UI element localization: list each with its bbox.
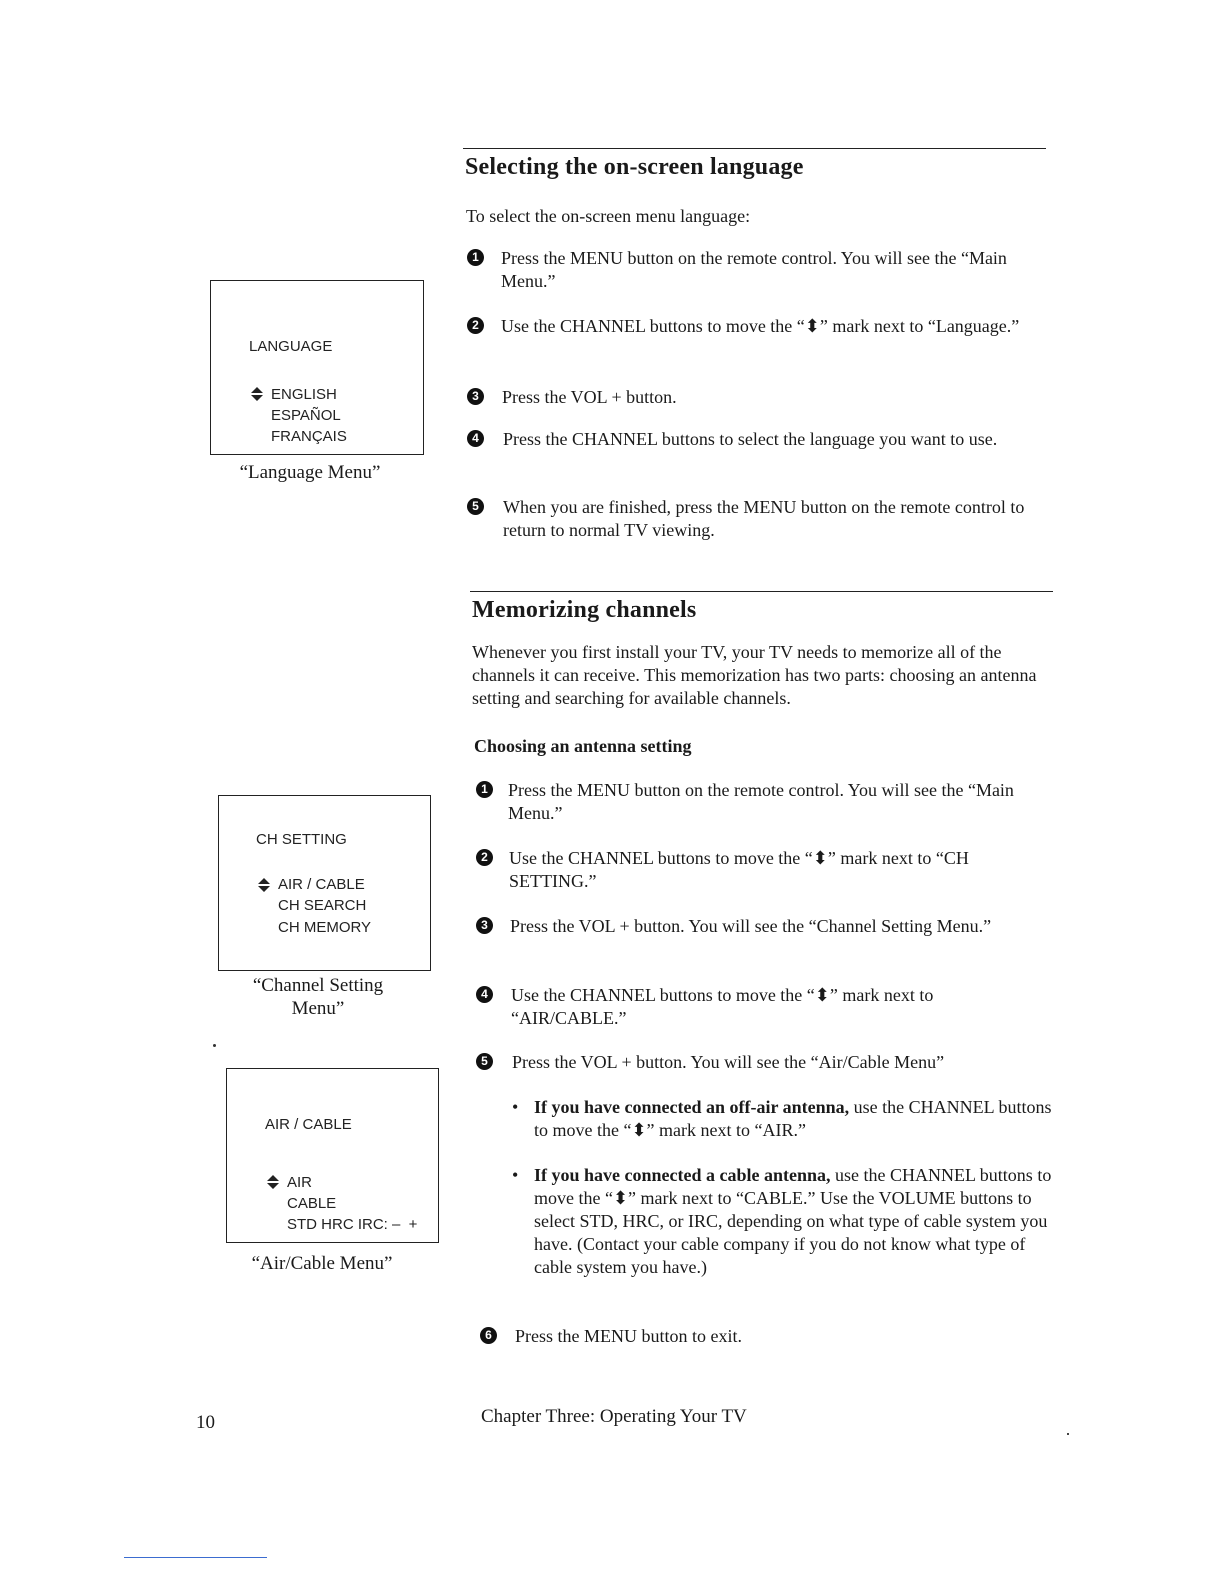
step-number-icon: 6 xyxy=(480,1327,497,1344)
figure-caption: “Air/Cable Menu” xyxy=(251,1253,393,1274)
bullet-text: use the CHANNEL buttons to move the “⬍” mark next to “CABLE.” Use the VOLUME buttons to select STD, HRC, or IRC, depending on what type of cable system you have. (Contact your cable company if you do not know what type of cable system you have.) xyxy=(534,1165,1052,1277)
subsection-title: Choosing an antenna setting xyxy=(474,736,692,756)
menu-option: AIR / CABLE xyxy=(278,876,365,893)
menu-title: LANGUAGE xyxy=(249,338,333,355)
page-number: 10 xyxy=(196,1412,215,1433)
menu-option: ENGLISH xyxy=(271,386,337,403)
step-number-icon: 4 xyxy=(476,986,493,1003)
step-text: Press the VOL + button. You will see the “Air/Cable Menu” xyxy=(512,1052,945,1072)
step-text: Use the CHANNEL buttons to move the “⬍” mark next to “AIR/CABLE.” xyxy=(511,985,934,1028)
figure-caption: “Language Menu” xyxy=(239,462,381,483)
bullet-icon: • xyxy=(512,1097,519,1117)
menu-title: CH SETTING xyxy=(256,831,347,848)
step-number-icon: 5 xyxy=(467,498,484,515)
menu-option: CABLE xyxy=(287,1195,337,1212)
section-rule xyxy=(470,591,1053,592)
step-item xyxy=(476,847,1036,893)
bullet-lead: If you have connected a cable antenna, xyxy=(534,1165,831,1185)
step-number-icon: 3 xyxy=(467,388,484,405)
menu-option: ESPAÑOL xyxy=(271,407,341,424)
step-text: Press the CHANNEL buttons to select the language you want to use. xyxy=(503,429,998,449)
step-item xyxy=(476,779,1056,825)
bullet-item xyxy=(512,1096,1052,1142)
step-number-icon: 4 xyxy=(467,430,484,447)
menu-option: CH MEMORY xyxy=(278,919,372,936)
menu-option: FRANÇAIS xyxy=(271,428,347,445)
section-intro: To select the on-screen menu language: xyxy=(466,206,751,226)
bullet-text: use the CHANNEL buttons to move the “⬍” mark next to “AIR.” xyxy=(534,1097,1052,1140)
step-item xyxy=(467,428,1047,451)
step-item xyxy=(476,1051,1056,1074)
step-text: Use the CHANNEL buttons to move the “⬍” mark next to “Language.” xyxy=(501,316,1020,336)
step-number-icon: 3 xyxy=(476,917,493,934)
up-down-arrow-icon xyxy=(266,1175,280,1189)
up-down-arrow-icon xyxy=(250,387,264,401)
step-item xyxy=(480,1325,1040,1348)
air-cable-menu-screen xyxy=(226,1068,439,1243)
section-title: Selecting the on-screen language xyxy=(465,154,804,180)
step-item xyxy=(476,915,1036,938)
language-menu-screen xyxy=(210,280,424,455)
bottom-divider xyxy=(124,1557,267,1558)
menu-title: AIR / CABLE xyxy=(265,1116,352,1133)
step-item xyxy=(467,247,1047,293)
step-number-icon: 5 xyxy=(476,1053,493,1070)
chapter-footer: Chapter Three: Operating Your TV xyxy=(481,1406,747,1427)
step-number-icon: 1 xyxy=(467,249,484,266)
step-item xyxy=(467,386,1027,409)
step-text: Use the CHANNEL buttons to move the “⬍” mark next to “CH SETTING.” xyxy=(509,848,969,891)
step-item xyxy=(467,496,1047,542)
up-down-arrow-icon xyxy=(257,878,271,892)
step-text: Press the VOL + button. xyxy=(502,387,677,407)
stray-mark xyxy=(1067,1433,1069,1435)
step-text: Press the MENU button on the remote control. You will see the “Main Menu.” xyxy=(501,248,1007,291)
stray-mark xyxy=(213,1044,216,1047)
step-text: Press the MENU button to exit. xyxy=(515,1326,742,1346)
step-text: When you are finished, press the MENU button on the remote control to return to normal TV viewing. xyxy=(503,497,1025,540)
bullet-item xyxy=(512,1164,1057,1279)
step-item xyxy=(467,315,1027,338)
step-text: Press the MENU button on the remote control. You will see the “Main Menu.” xyxy=(508,780,1014,823)
step-number-icon: 2 xyxy=(467,317,484,334)
menu-option: STD HRC IRC: – + xyxy=(287,1216,418,1233)
step-text: Press the VOL + button. You will see the “Channel Setting Menu.” xyxy=(510,916,992,936)
step-number-icon: 2 xyxy=(476,849,493,866)
menu-option: CH SEARCH xyxy=(278,897,367,914)
section-rule xyxy=(463,148,1046,149)
step-item xyxy=(476,984,1036,1030)
bullet-lead: If you have connected an off-air antenna, xyxy=(534,1097,850,1117)
channel-setting-menu-screen xyxy=(218,795,431,971)
bullet-icon: • xyxy=(512,1165,519,1185)
section-title: Memorizing channels xyxy=(472,597,697,623)
step-number-icon: 1 xyxy=(476,781,493,798)
menu-option: AIR xyxy=(287,1174,313,1191)
figure-caption: “Channel Setting Menu” xyxy=(252,975,384,1019)
section-intro: Whenever you first install your TV, your TV needs to memorize all of the channels it can receive. This memorization has two parts: choosing an antenna setting and searching for available channels. xyxy=(472,642,1037,708)
